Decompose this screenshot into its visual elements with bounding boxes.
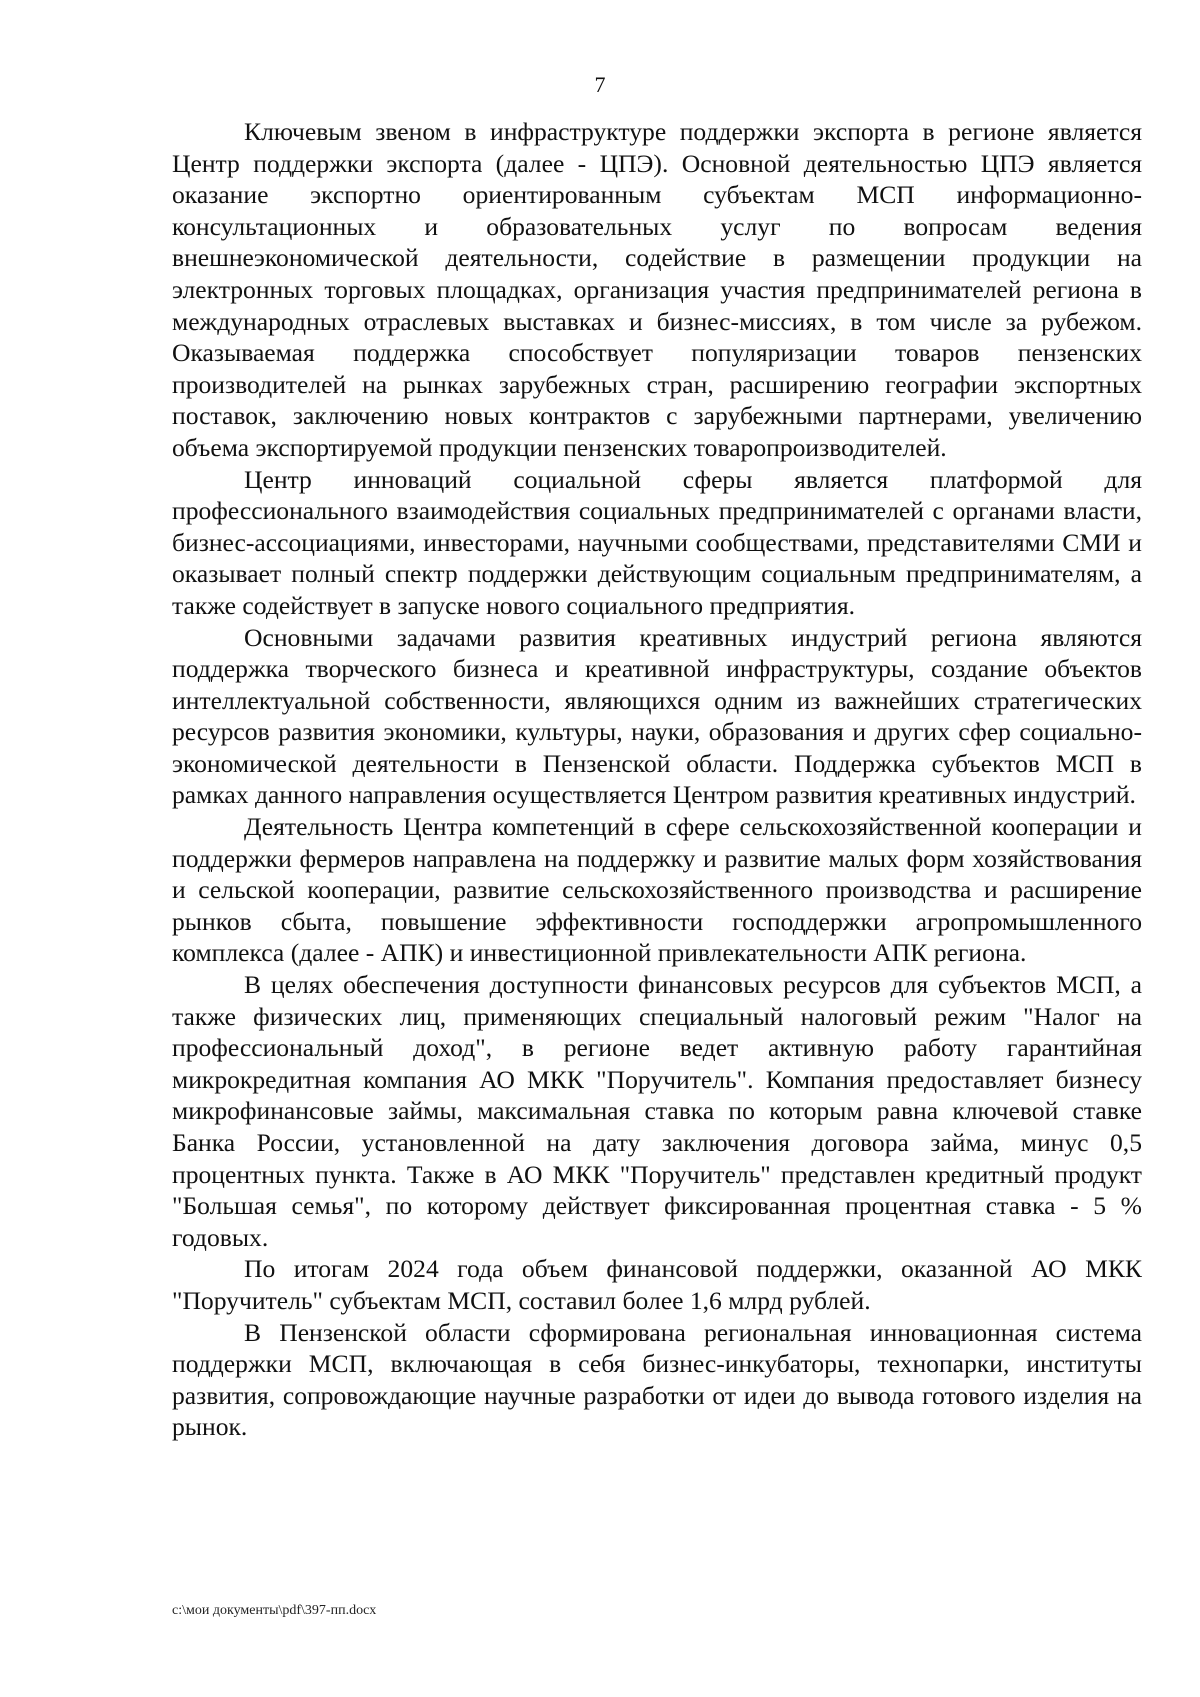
paragraph-agricultural-cooperation: Деятельность Центра компетенций в сфере сельскохозяйственной кооперации и поддержки фермеров направлена на поддержку и развитие малых форм хозяйствования и сельской кооперации, развитие сельскохозяйственного производства и расширение рынков сбыта, повышение эффективности господдержки агропромышленного комплекса (далее - АПК) и инвестиционной привлекательности АПК региона. [172,812,1142,968]
page-number: 7 [594,72,606,97]
paragraph-microcredit-company: В целях обеспечения доступности финансовых ресурсов для субъектов МСП, а также физических лиц, применяющих специальный налоговый режим "Налог на профессиональный доход", в регионе ведет активную работу гарантийная микрокредитная компания АО МКК "Поручитель". Компания предоставляет бизнесу микрофинансовые займы, максимальная ставка по которым равна ключевой ставке Банка России, установленной на дату заключения договора займа, минус 0,5 процентных пункта. Также в АО МКК "Поручитель" представлен кредитный продукт "Большая семья", по которому действует фиксированная процентная ставка - 5 % годовых. [172,970,1142,1252]
paragraph-innovation-system: В Пензенской области сформирована региональная инновационная система поддержки МСП, включающая в себя бизнес-инкубаторы, технопарки, институты развития, сопровождающие научные разработки от идеи до вывода готового изделия на рынок. [172,1317,1142,1442]
paragraph-financial-support-2024: По итогам 2024 года объем финансовой поддержки, оказанной АО МКК "Поручитель" субъектам МСП, составил более 1,6 млрд рублей. [172,1254,1142,1315]
document-body [172,116,1142,1443]
paragraph-creative-industries: Основными задачами развития креативных индустрий региона являются поддержка творческого бизнеса и креативной инфраструктуры, создание объектов интеллектуальной собственности, являющихся одним из важнейших стратегических ресурсов развития экономики, культуры, науки, образования и других сфер социально-экономической деятельности в Пензенской области. Поддержка субъектов МСП в рамках данного направления осуществляется Центром развития креативных индустрий. [172,622,1142,810]
paragraph-social-innovation-center: Центр инноваций социальной сферы является платформой для профессионального взаимодействия социальных предпринимателей с органами власти, бизнес-ассоциациями, инвесторами, научными сообществами, представителями СМИ и оказывает полный спектр поддержки действующим социальным предпринимателям, а также содействует в запуске нового социального предприятия. [172,464,1142,620]
paragraph-export-center: Ключевым звеном в инфраструктуре поддержки экспорта в регионе является Центр поддержки экспорта (далее - ЦПЭ). Основной деятельностью ЦПЭ является оказание экспортно ориентированным субъектам МСП информационно-консультационных и образовательных услуг по вопросам ведения внешнеэкономической деятельности, содействие в размещении продукции на электронных торговых площадках, организация участия предпринимателей региона в международных отраслевых выставках и бизнес-миссиях, в том числе за рубежом. Оказываемая поддержка способствует популяризации товаров пензенских производителей на рынках зарубежных стран, расширению географии экспортных поставок, заключению новых контрактов с зарубежными партнерами, увеличению объема экспортируемой продукции пензенских товаропроизводителей. [172,117,1142,462]
footer-file-path: c:\мои документы\pdf\397-пп.docx [172,1603,377,1618]
